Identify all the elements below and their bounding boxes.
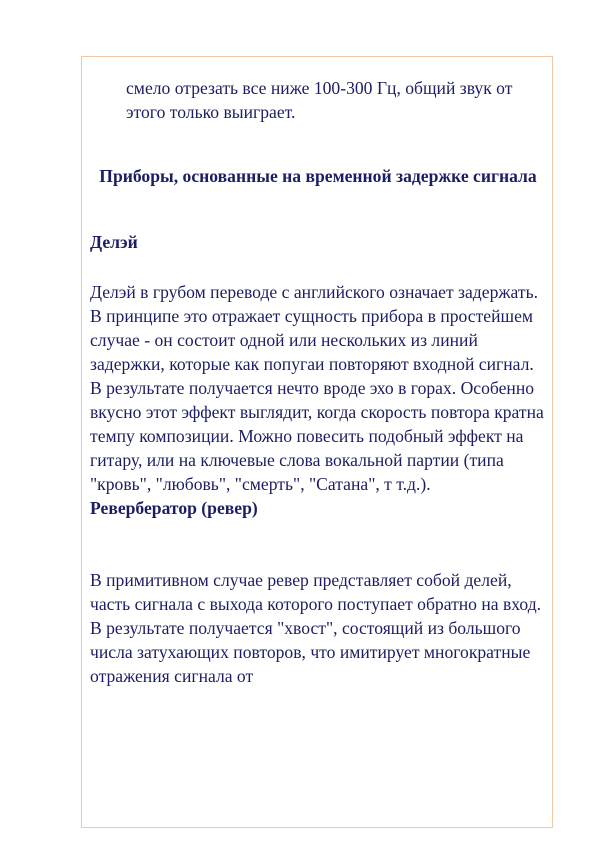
document-body [90, 76, 546, 688]
delay-paragraph: Делэй в грубом переводе с английского означает задержать. В принципе это отражает сущность прибора в простейшем случае - он состоит одной или нескольких из линий задержки, которые как попугаи повторяют входной сигнал. В результате получается нечто вроде эхо в горах. Особенно вкусно этот эффект выглядит, когда скорость повтора кратна темпу композиции. Можно повесить подобный эффект на гитару, или на ключевые слова вокальной партии (типа "кровь", "любовь", "смерть", "Сатана", т т.д.). [90, 282, 544, 494]
reverb-paragraph: В примитивном случае ревер представляет собой делей, часть сигнала с выхода которого поступает обратно на вход. В результате получается "хвост", состоящий из большого числа затухающих повторов, что имитирует многократные отражения сигнала от [90, 570, 542, 686]
section-title: Приборы, основанные на временной задержке сигнала [99, 166, 537, 186]
lead-paragraph: смело отрезать все ниже 100-300 Гц, общий звук от этого только выиграет. [126, 78, 513, 122]
reverb-heading: Ревербератор (ревер) [90, 498, 258, 518]
delay-heading: Делэй [90, 232, 138, 252]
